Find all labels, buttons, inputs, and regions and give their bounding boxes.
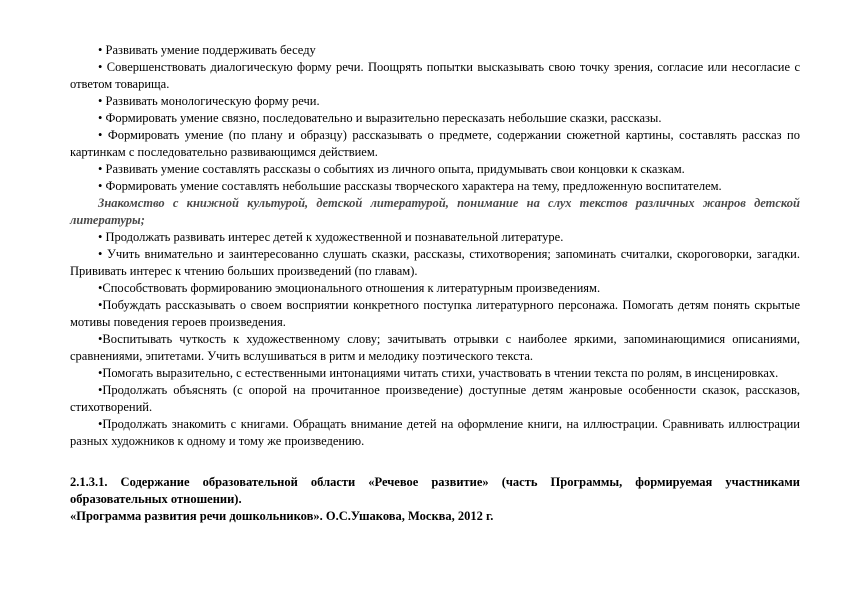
paragraph-artistic-word: •Воспитывать чуткость к художественному слову; зачитывать отрывки с наиболее яркими, запоминающимися описаниями, сравнениями, эпитетами. Учить вслушиваться в ритм и мелодику поэтического текста. [70,332,800,363]
section-heading-literature: Знакомство с книжной культурой, детской литературой, понимание на слух текстов различных жанров детской литературы; [70,196,800,227]
section-title: 2.1.3.1. Содержание образовательной области «Речевое развитие» (часть Программы, формируемая участниками образовательных отношении). [70,475,800,506]
paragraph-monologue: • Развивать монологическую форму речи. [98,94,320,108]
paragraph-books-illustrations: •Продолжать знакомить с книгами. Обращать внимание детей на оформление книги, на иллюстрации. Сравнивать иллюстрации разных художников к одному и тому же произведению. [70,417,800,448]
paragraph-conversation: • Развивать умение поддерживать беседу [98,43,316,57]
paragraph-picture-story: • Формировать умение (по плану и образцу) рассказывать о предмете, содержании сюжетной картины, составлять рассказ по картинкам с последовательно развивающимся действием. [70,128,800,159]
paragraph-character-perception: •Побуждать рассказывать о своем восприятии конкретного поступка литературного персонажа. Помогать детям понять скрытые мотивы поведения героев произведения. [70,298,800,329]
paragraph-creative-stories: • Формировать умение составлять небольшие рассказы творческого характера на тему, предложенную воспитателем. [98,179,722,193]
paragraph-expressive-reading: •Помогать выразительно, с естественными интонациями читать стихи, участвовать в чтении текста по ролям, в инсценировках. [98,366,779,380]
section-spacer [70,450,800,474]
paragraph-literature-interest: • Продолжать развивать интерес детей к художественной и познавательной литературе. [98,230,564,244]
paragraph-retelling: • Формировать умение связно, последовательно и выразительно пересказать небольшие сказки, рассказы. [98,111,662,125]
paragraph-dialogue: • Совершенствовать диалогическую форму речи. Поощрять попытки высказывать свою точку зрения, согласие или несогласие с ответом товарища. [70,60,800,91]
document-page [70,42,800,525]
paragraph-listening: • Учить внимательно и заинтересованно слушать сказки, рассказы, стихотворения; запоминать считалки, скороговорки, загадки. Прививать интерес к чтению больших произведений (по главам). [70,247,800,278]
paragraph-genre-features: •Продолжать объяснять (с опорой на прочитанное произведение) доступные детям жанровые особенности сказок, рассказов, стихотворений. [70,383,800,414]
paragraph-personal-experience: • Развивать умение составлять рассказы о событиях из личного опыта, придумывать свои концовки к сказкам. [98,162,685,176]
paragraph-emotional-attitude: •Способствовать формированию эмоционального отношения к литературным произведениям. [98,281,601,295]
program-reference: «Программа развития речи дошкольников». О.С.Ушакова, Москва, 2012 г. [70,509,494,523]
